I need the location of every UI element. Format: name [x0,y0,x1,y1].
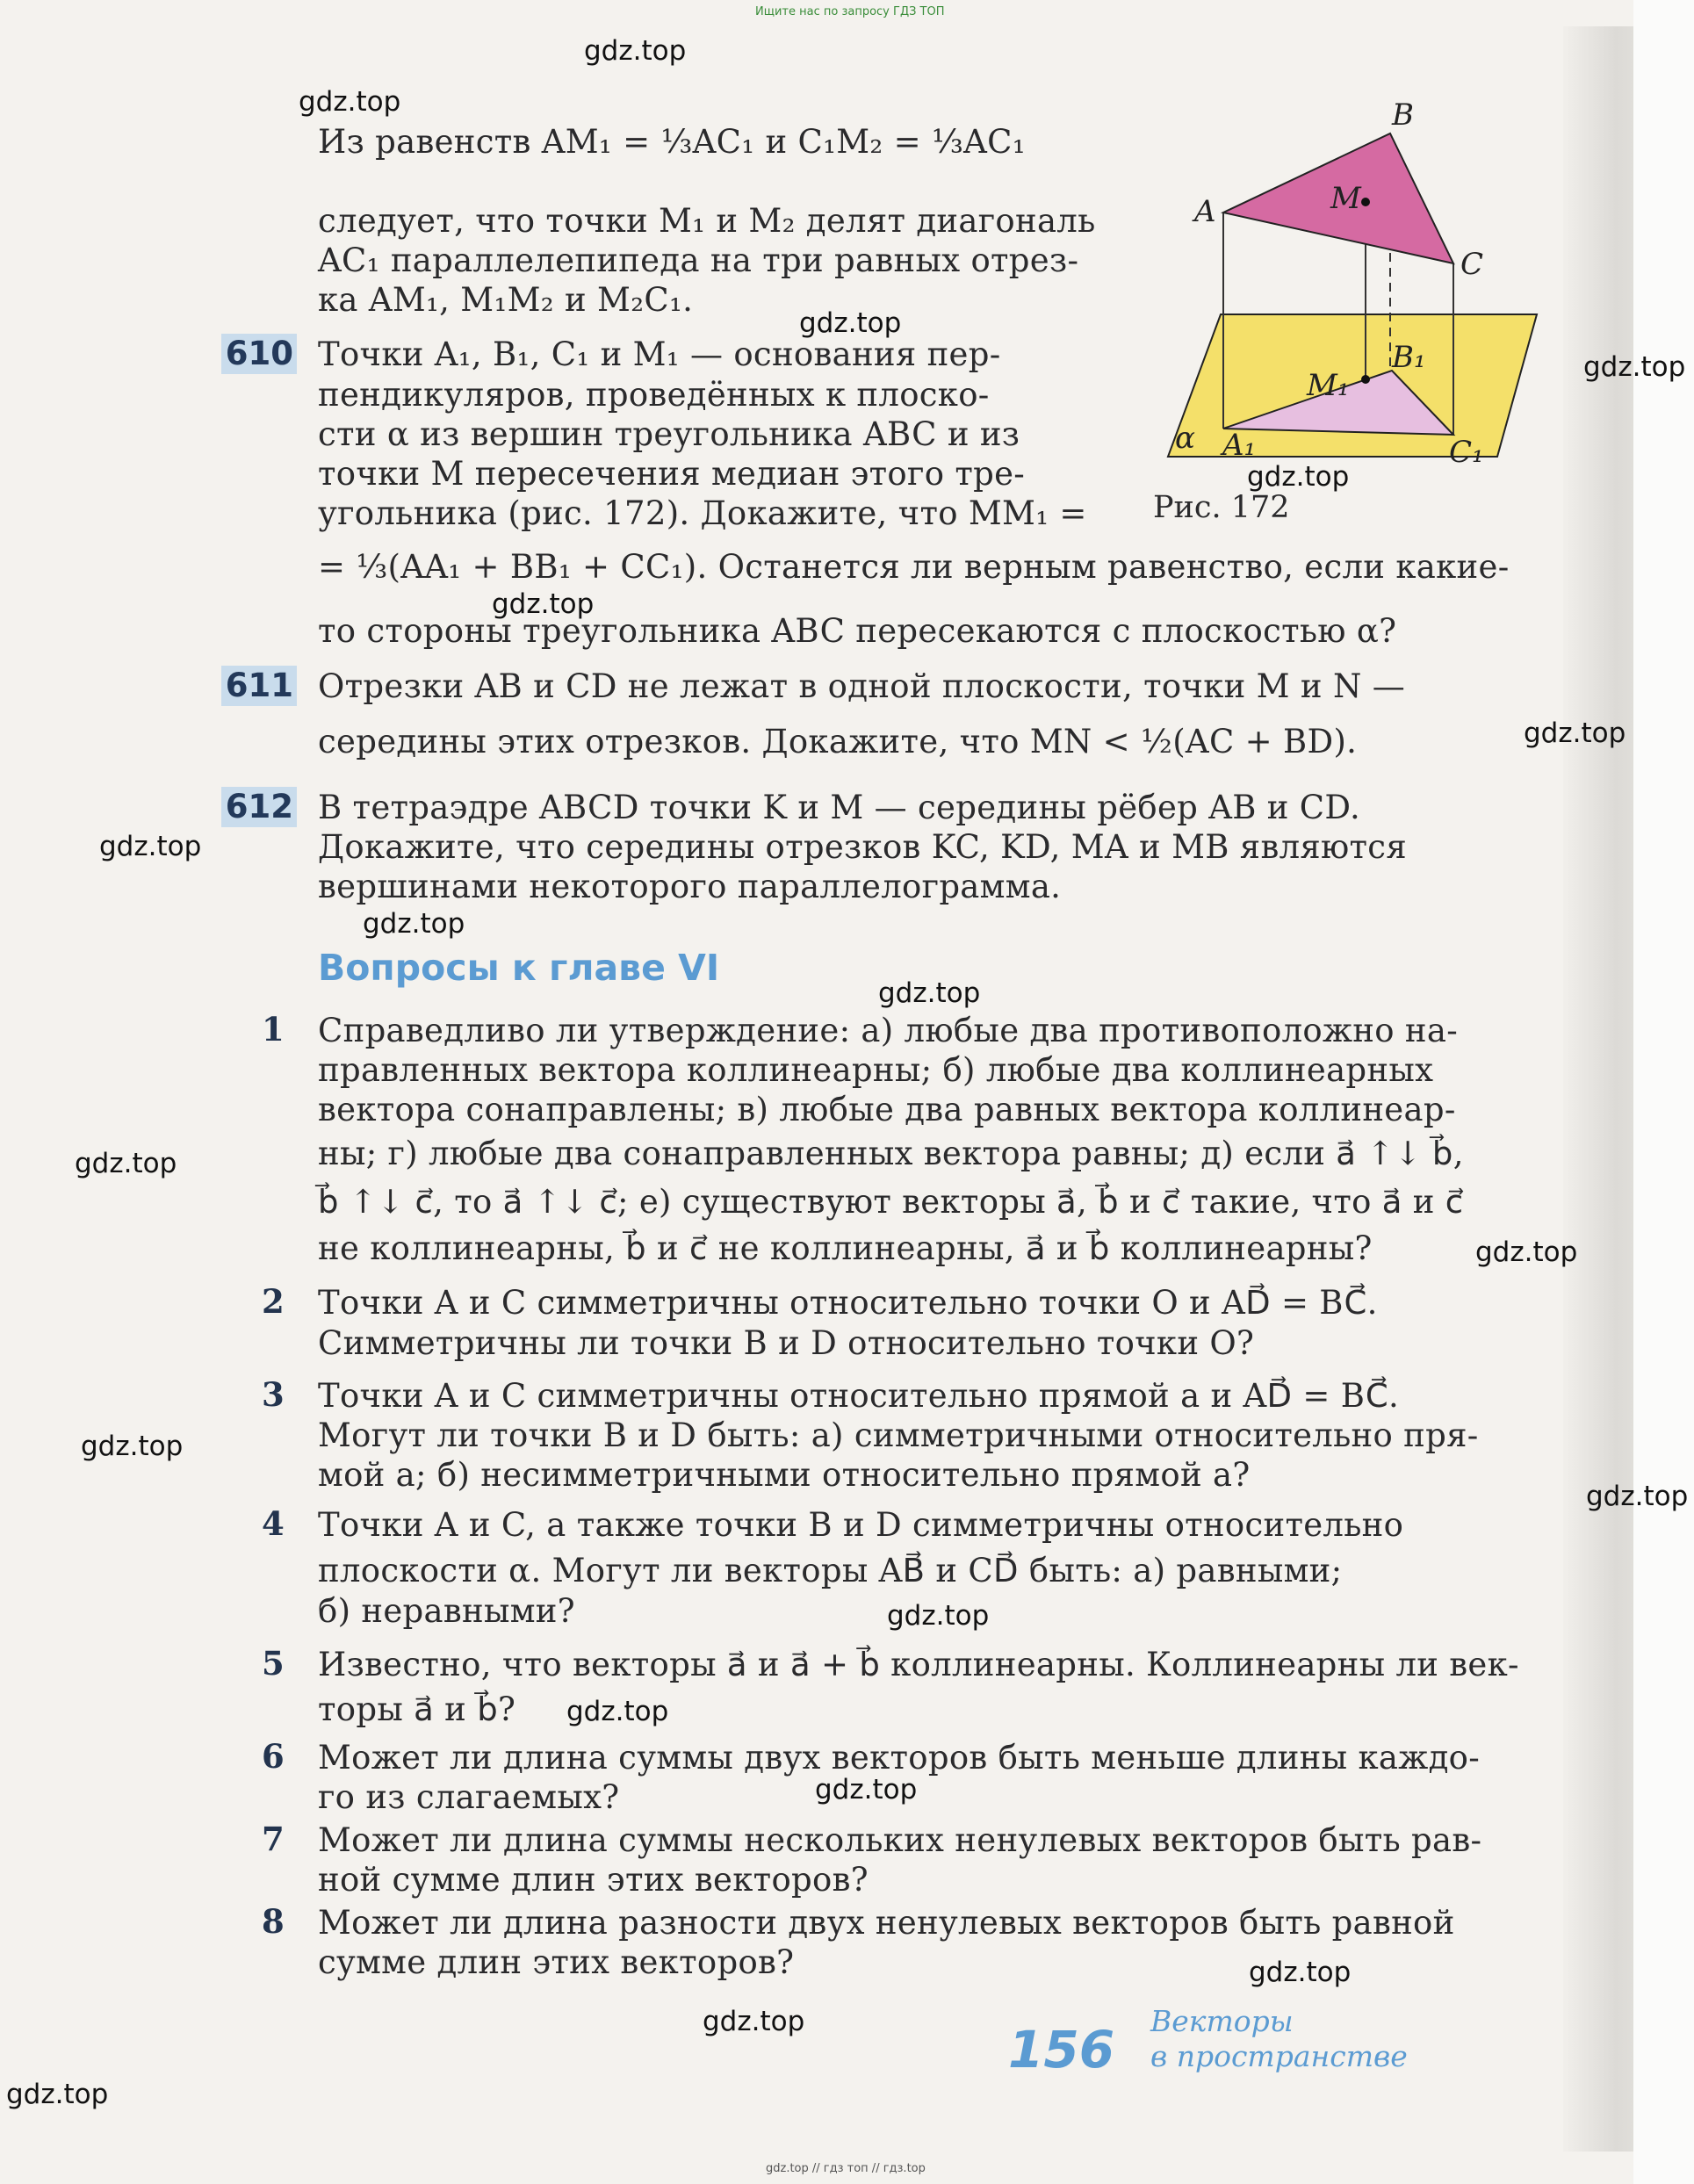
watermark: gdz.top [363,908,465,940]
question-line: Может ли длина суммы нескольких ненулевых векторов быть рав- [318,1821,1482,1859]
intro-line: следует, что точки M₁ и M₂ делят диагональ [318,202,1096,240]
question-line: Справедливо ли утверждение: а) любые два противоположно на- [318,1012,1459,1049]
chapter-title-line: в пространстве [1150,2039,1408,2073]
watermark: gdz.top [75,1148,177,1179]
point-m1 [1361,375,1370,384]
chapter-title-line: Векторы [1150,2004,1294,2038]
label-b1: B₁ [1392,340,1426,375]
watermark: gdz.top [703,2006,805,2037]
problem-line: середины этих отрезков. Докажите, что MN < ½(AC + BD). [318,723,1358,760]
question-number: 2 [262,1282,285,1321]
problem-line: то стороны треугольника ABC пересекаются с плоскостью α? [318,612,1397,650]
question-line: Точки A и C симметричны относительно точки O и AD⃗ = BC⃗. [318,1284,1378,1322]
question-line: Могут ли точки B и D быть: а) симметричными относительно пря- [318,1416,1479,1454]
question-line: го из слагаемых? [318,1778,620,1816]
question-line: Точки A и C, а также точки B и D симметричны относительно [318,1506,1404,1544]
question-line: Симметричны ли точки B и D относительно точки O? [318,1324,1255,1362]
watermark: gdz.top [6,2079,109,2110]
question-number: 1 [262,1010,285,1049]
chapter-title [1150,2004,1408,2074]
watermark: gdz.top [887,1600,990,1632]
label-m: M [1330,181,1361,216]
question-line: ной сумме длин этих векторов? [318,1861,869,1899]
question-line: Известно, что векторы a⃗ и a⃗ + b⃗ коллинеарны. Коллинеарны ли век- [318,1646,1519,1683]
question-number: 8 [262,1902,285,1941]
section-title: Вопросы к главе VI [318,947,720,989]
label-a1: A₁ [1222,428,1257,463]
question-number: 7 [262,1820,285,1858]
label-alpha: α [1175,421,1195,456]
label-c1: C₁ [1449,435,1484,470]
watermark: gdz.top [1586,1481,1689,1512]
question-number: 3 [262,1375,285,1414]
bottom-note: gdz.top // гдз топ // гдз.top [766,2162,926,2175]
problem-line: точки M пересечения медиан этого тре- [318,455,1026,493]
point-m [1361,198,1370,206]
watermark: gdz.top [566,1696,669,1727]
problem-line: угольника (рис. 172). Докажите, что MM₁ = [318,494,1087,532]
problem-line: сти α из вершин треугольника ABC и из [318,415,1020,453]
watermark: gdz.top [99,831,202,862]
watermark: gdz.top [878,977,981,1009]
problem-line: пендикуляров, проведённых к плоско- [318,376,990,414]
watermark: gdz.top [1249,1957,1352,1988]
problem-line: Точки A₁, B₁, C₁ и M₁ — основания пер- [318,335,1001,373]
question-line: торы a⃗ и b⃗? [318,1690,516,1728]
watermark: gdz.top [299,86,401,118]
watermark: gdz.top [1475,1236,1578,1268]
question-line: Точки A и C симметричны относительно прямой a и AD⃗ = BC⃗. [318,1377,1400,1415]
question-line: ны; г) любые два сонаправленных вектора равны; д) если a⃗ ↑↓ b⃗, [318,1135,1464,1172]
intro-line: Из равенств AM₁ = ⅓AC₁ и C₁M₂ = ⅓AC₁ [318,123,1026,161]
intro-line: ка AM₁, M₁M₂ и M₂C₁. [318,281,694,319]
question-line: Может ли длина разности двух ненулевых векторов быть равной [318,1904,1455,1942]
watermark: gdz.top [81,1431,184,1462]
top-note: Ищите нас по запросу ГДЗ ТОП [755,5,945,18]
problem-number: 612 [221,787,297,827]
question-line: мой a; б) несимметричными относительно прямой a? [318,1456,1251,1494]
question-line: плоскости α. Могут ли векторы AB⃗ и CD⃗ быть: а) равными; [318,1552,1343,1589]
problem-line: В тетраэдре ABCD точки K и M — середины рёбер AB и CD. [318,789,1361,826]
problem-line: = ⅓(AA₁ + BB₁ + CC₁). Останется ли верным равенство, если какие- [318,548,1510,586]
label-a: A [1194,194,1216,229]
problem-line: вершинами некоторого параллелограмма. [318,868,1062,905]
page-number: 156 [1008,2020,1115,2079]
watermark: gdz.top [584,35,687,67]
question-line: b⃗ ↑↓ c⃗, то a⃗ ↑↓ c⃗; е) существуют векторы a⃗, b⃗ и c⃗ такие, что a⃗ и c⃗ [318,1183,1464,1221]
problem-line: Докажите, что середины отрезков KC, KD, MA и MB являются [318,828,1407,866]
question-number: 4 [262,1504,285,1543]
question-line: не коллинеарны, b⃗ и c⃗ не коллинеарны, a⃗ и b⃗ коллинеарны? [318,1229,1373,1267]
figure-172 [1150,97,1546,474]
problem-number: 610 [221,334,297,374]
watermark: gdz.top [1583,351,1686,383]
watermark: gdz.top [1524,717,1626,749]
watermark: gdz.top [799,307,902,339]
intro-line: AC₁ параллелепипеда на три равных отрез- [318,241,1079,279]
question-line: Может ли длина суммы двух векторов быть меньше длины каждо- [318,1739,1481,1777]
figure-caption: Рис. 172 [1153,490,1290,525]
problem-number: 611 [221,666,297,706]
question-line: б) неравными? [318,1592,575,1630]
watermark: gdz.top [492,588,595,620]
label-c: C [1460,247,1484,282]
watermark: gdz.top [815,1774,918,1806]
question-line: правленных вектора коллинеарны; б) любые два коллинеарных [318,1051,1434,1089]
question-number: 6 [262,1737,285,1776]
label-m1: M₁ [1307,368,1350,403]
problem-line: Отрезки AB и CD не лежат в одной плоскости, точки M и N — [318,667,1405,705]
question-line: сумме длин этих векторов? [318,1943,795,1981]
watermark: gdz.top [1247,461,1350,493]
label-b: B [1392,97,1414,133]
scan-margin [1633,0,1694,2184]
question-number: 5 [262,1644,285,1683]
question-line: вектора сонаправлены; в) любые два равных вектора коллинеар- [318,1091,1456,1128]
